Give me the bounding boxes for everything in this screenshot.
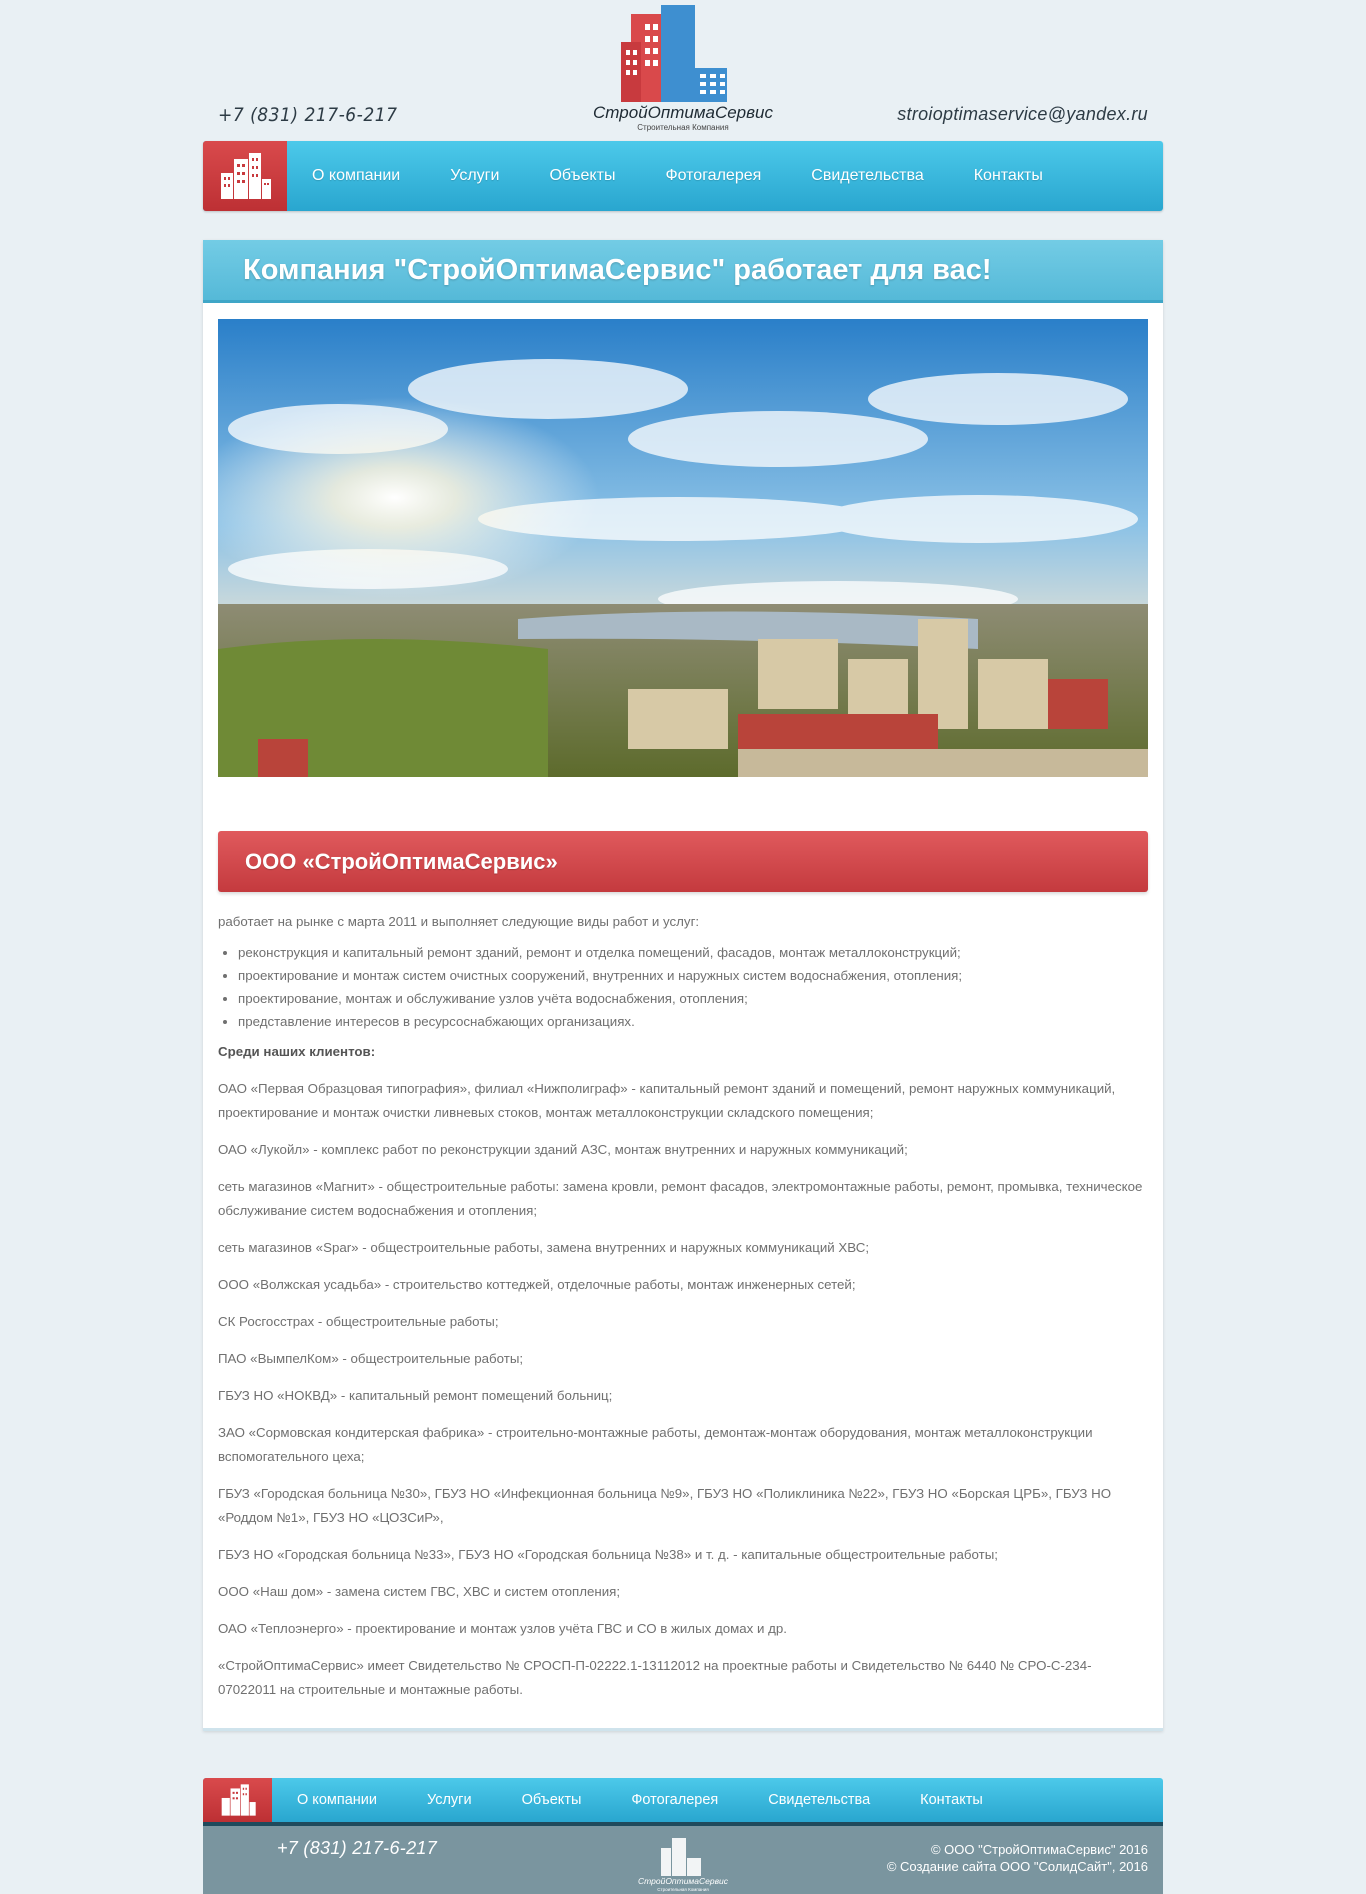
copyright-text: © ООО "СтройОптимаСервис" 2016 [930,1842,1148,1857]
logo-tagline: Строительная Компания [637,123,729,132]
content-card [203,240,1163,1731]
footer-logo-name: СтройОптимаСервис [638,1876,728,1886]
service-item: • проектирование, монтаж и обслуживание узлов учёта водоснабжения, отопления; [238,987,1148,1010]
client-item: ЗАО «Сормовская кондитерская фабрика» - строительно-монтажные работы, демонтаж-монтаж оборудования, монтаж металлоконструкции вспомогательного цеха; [218,1425,1093,1464]
nav-item-about[interactable]: О компании [312,167,401,184]
footer-nav-items [272,1778,1008,1822]
client-item: сеть магазинов «Spar» - общестроительные работы, замена внутренних и наружных коммуникаций ХВС; [218,1240,870,1255]
client-item: ГБУЗ «Городская больница №30», ГБУЗ НО «Инфекционная больница №9», ГБУЗ НО «Поликлиника №22», ГБУЗ НО «Борская ЦРБ», ГБУЗ НО «Роддом №1», ГБУЗ НО «ЦОЗСиР», [218,1486,1112,1525]
footer-bar [203,1822,1163,1894]
footer-nav-contacts[interactable]: Контакты [920,1792,983,1808]
footer-nav-certificates[interactable]: Свидетельства [768,1792,871,1808]
service-item: • представление интересов в ресурсоснабжающих организациях. [238,1010,1148,1033]
client-item: ООО «Наш дом» - замена систем ГВС, ХВС и систем отопления; [218,1584,621,1599]
client-item: ОАО «Лукойл» - комплекс работ по реконструкции зданий АЗС, монтаж внутренних и наружных коммуникаций; [218,1142,908,1157]
company-logo[interactable] [593,2,773,134]
page-title: Компания "СтройОптимаСервис" работает для вас! [203,240,1163,303]
client-item: СК Росгосстрах - общестроительные работы; [218,1314,499,1329]
buildings-icon [217,151,273,201]
nav-item-gallery[interactable]: Фотогалерея [665,167,762,184]
nav-item-certificates[interactable]: Свидетельства [811,167,924,184]
client-item: ООО «Волжская усадьба» - строительство коттеджей, отделочные работы, монтаж инженерных сетей; [218,1277,856,1292]
service-item: • реконструкция и капитальный ремонт зданий, ремонт и отделка помещений, фасадов, монтаж металлоконструкций; [238,941,1148,964]
created-by-link[interactable]: © Создание сайта ООО "СолидСайт", 2016 [886,1859,1148,1874]
client-item: ОАО «Теплоэнерго» - проектирование и монтаж узлов учёта ГВС и СО в жилых домах и др. [218,1621,787,1636]
footer-nav-services[interactable]: Услуги [426,1792,472,1808]
footer-phone[interactable]: +7 (831) 217-6-217 [277,1838,438,1858]
footer-home-logo[interactable] [203,1778,272,1822]
nav-item-services[interactable]: Услуги [450,167,500,184]
client-item: ГБУЗ НО «НОКВД» - капитальный ремонт помещений больниц; [218,1388,613,1403]
site-header [203,0,1163,140]
buildings-icon [218,1783,258,1817]
client-item: ПАО «ВымпелКом» - общестроительные работы; [218,1351,524,1366]
client-item: сеть магазинов «Магнит» - общестроительные работы: замена кровли, ремонт фасадов, электромонтажные работы, ремонт, промывка, техническое обслуживание систем водоснабжения и отопления; [218,1179,1143,1218]
footer-nav [203,1778,1163,1822]
nav-home-logo[interactable] [203,141,287,211]
footer-nav-objects[interactable]: Объекты [521,1792,582,1808]
services-list [238,941,1148,1033]
footer-nav-gallery[interactable]: Фотогалерея [631,1792,719,1808]
footer-logo[interactable] [638,1834,728,1892]
header-phone[interactable]: +7 (831) 217-6-217 [218,104,398,126]
footer-nav-about[interactable]: О компании [297,1792,377,1808]
hero-city-panorama-image [218,319,1148,777]
certificate-text: «СтройОптимаСервис» имеет Свидетельство № СРОСП-П-02222.1-13112012 на проектные работы и Свидетельство № 6440 № СРО-С-234-07022011 на строительные и монтажные работы. [218,1658,1092,1697]
footer-copyright [887,1841,1148,1875]
main-nav [203,141,1163,211]
header-email[interactable]: stroioptimaservice@yandex.ru [897,104,1148,124]
client-item: ГБУЗ НО «Городская больница №33», ГБУЗ НО «Городская больница №38» и т. д. - капитальные общестроительные работы; [218,1547,998,1562]
footer-logo-tagline: Строительная Компания [657,1887,709,1892]
section-heading: ООО «СтройОптимаСервис» [218,831,1148,892]
company-description [218,910,1148,1715]
intro-text: работает на рынке с марта 2011 и выполняет следующие виды работ и услуг: [218,914,700,929]
nav-item-contacts[interactable]: Контакты [973,167,1043,184]
nav-item-objects[interactable]: Объекты [549,167,616,184]
client-item: ОАО «Первая Образцовая типография», филиал «Нижполиграф» - капитальный ремонт зданий и помещений, ремонт наружных коммуникаций, проектирование и монтаж очистки ливневых стоков, монтаж металлоконструкции складского помещения; [218,1081,1116,1120]
nav-items [287,141,1068,211]
clients-heading: Среди наших клиентов: [218,1044,376,1059]
service-item: • проектирование и монтаж систем очистных сооружений, внутренних и наружных систем водоснабжения, отопления; [238,964,1148,987]
logo-name: СтройОптимаСервис [593,103,773,122]
